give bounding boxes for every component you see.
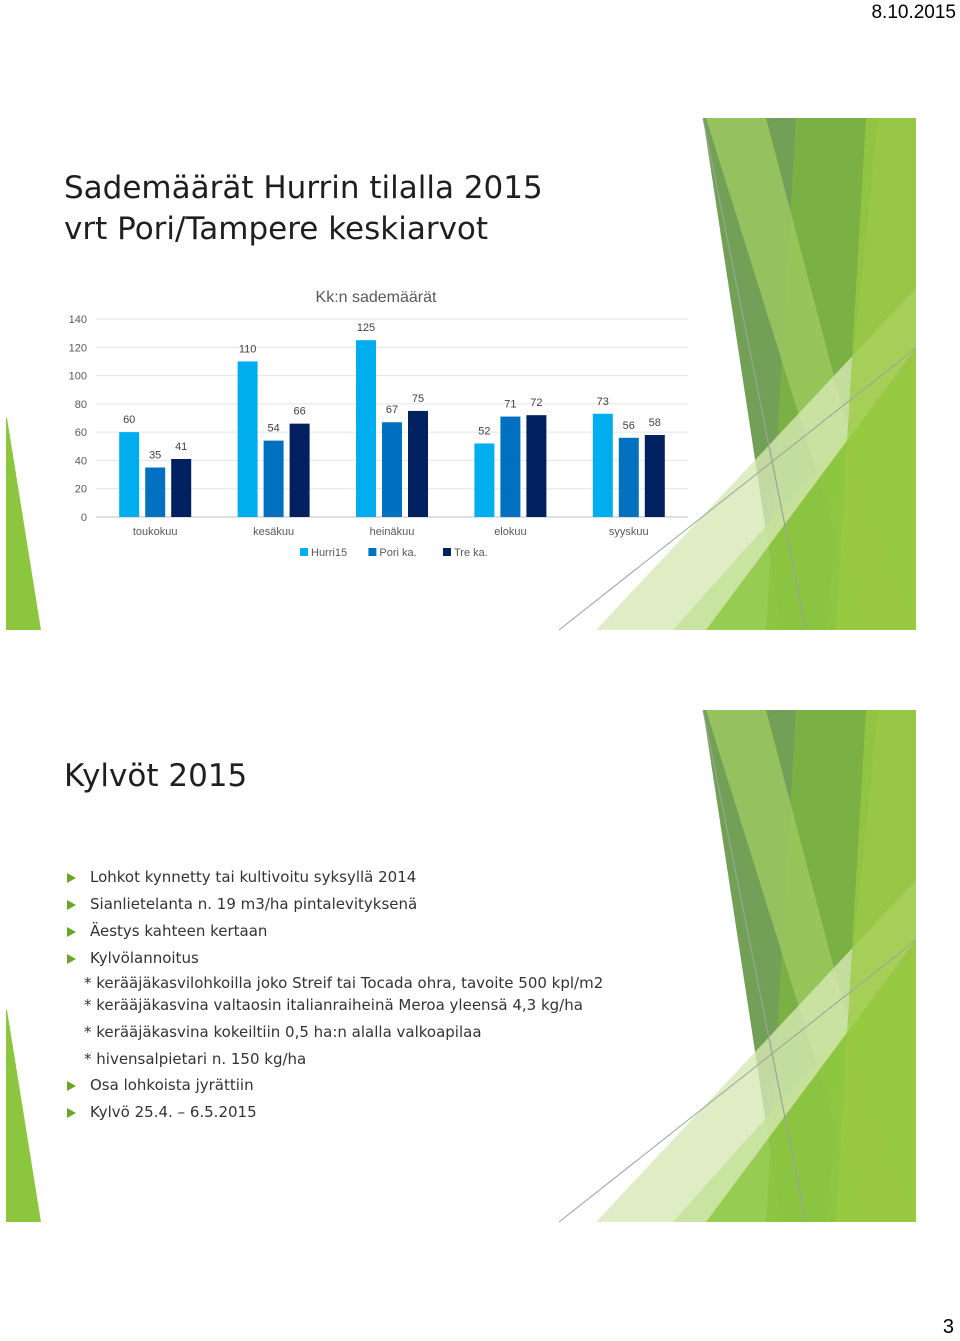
legend-label: Hurri15 [311,547,348,559]
bar [593,414,613,517]
data-label: 66 [293,405,306,418]
data-label: 58 [648,416,661,429]
y-tick-label: 80 [74,398,87,411]
bar [145,468,165,518]
legend-swatch [300,548,308,556]
x-tick-label: heinäkuu [369,526,415,538]
slide-title [64,168,624,250]
data-label: 72 [530,397,543,410]
bullet-list [64,864,603,1126]
data-label: 110 [238,343,257,356]
y-tick-label: 140 [68,314,87,326]
data-label: 41 [175,441,188,454]
bar [500,417,520,517]
x-tick-label: elokuu [494,526,527,538]
slide-sowing [6,710,916,1222]
legend-swatch [368,548,376,556]
bullet-item: Äestys kahteen kertaan [64,918,603,945]
data-label: 35 [149,449,162,462]
x-tick-label: syyskuu [608,526,649,538]
legend-label: Pori ka. [379,547,417,559]
data-label: 73 [596,395,609,408]
y-tick-label: 120 [68,342,87,355]
bar [474,443,494,517]
bar [264,441,284,517]
legend-swatch [443,548,451,556]
data-label: 125 [356,322,376,335]
bar [290,424,310,517]
bar [619,438,639,517]
x-tick-label: kesäkuu [253,526,295,538]
chart-title: Kk:n sademäärät [315,289,437,306]
data-label: 54 [267,422,280,435]
bar [645,435,665,517]
page-date: 8.10.2015 [871,2,956,23]
page-number: 3 [942,1316,954,1338]
sub-item: * kerääjäkasvina valtaosin italianraiheinä Meroa yleensä 4,3 kg/ha [84,996,583,1014]
sub-item: * kerääjäkasvilohkoilla joko Streif tai Tocada ohra, tavoite 500 kpl/m2 [84,974,604,992]
data-label: 67 [385,404,399,417]
y-tick-label: 0 [80,512,87,524]
bar [408,411,428,517]
rainfall-bar-chart [56,278,696,578]
y-tick-label: 40 [74,455,87,468]
slide-rainfall [6,118,916,630]
arrow-bullet-icon [67,1108,76,1118]
bar [526,415,546,517]
bar [171,459,191,517]
bullet-item: Sianlietelanta n. 19 m3/ha pintalevityksenä [64,891,603,918]
sub-item: * kerääjäkasvina kokeiltiin 0,5 ha:n alalla valkoapilaa [84,1023,482,1041]
bar [356,340,376,517]
data-label: 52 [478,425,491,438]
x-tick-label: toukokuu [132,526,178,538]
arrow-bullet-icon [67,873,76,883]
data-label: 56 [622,419,635,432]
sub-item: * hivensalpietari n. 150 kg/ha [84,1050,307,1068]
y-tick-label: 20 [74,483,87,496]
bar [119,432,139,517]
arrow-bullet-icon [67,954,76,964]
slide-title: Kylvöt 2015 [64,758,248,794]
bullet-item: Kylvölannoitus [64,945,603,972]
arrow-bullet-icon [67,1081,76,1091]
y-tick-label: 60 [74,427,87,440]
bullet-item: Lohkot kynnetty tai kultivoitu syksyllä 2014 [64,864,603,891]
slide-title-line-2: vrt Pori/Tampere keskiarvot [64,211,489,247]
arrow-bullet-icon [67,900,76,910]
bar [238,361,258,517]
bar [382,422,402,517]
bullet-item: Osa lohkoista jyrättiin [64,1072,603,1099]
legend-label: Tre ka. [454,547,488,559]
bullet-item: Kylvö 25.4. – 6.5.2015 [64,1099,603,1126]
data-label: 75 [411,392,425,405]
data-label: 60 [123,414,136,427]
arrow-bullet-icon [67,927,76,937]
slide-title-line-1: Sademäärät Hurrin tilalla 2015 [64,170,543,206]
data-label: 71 [504,398,517,411]
y-tick-label: 100 [68,370,87,383]
